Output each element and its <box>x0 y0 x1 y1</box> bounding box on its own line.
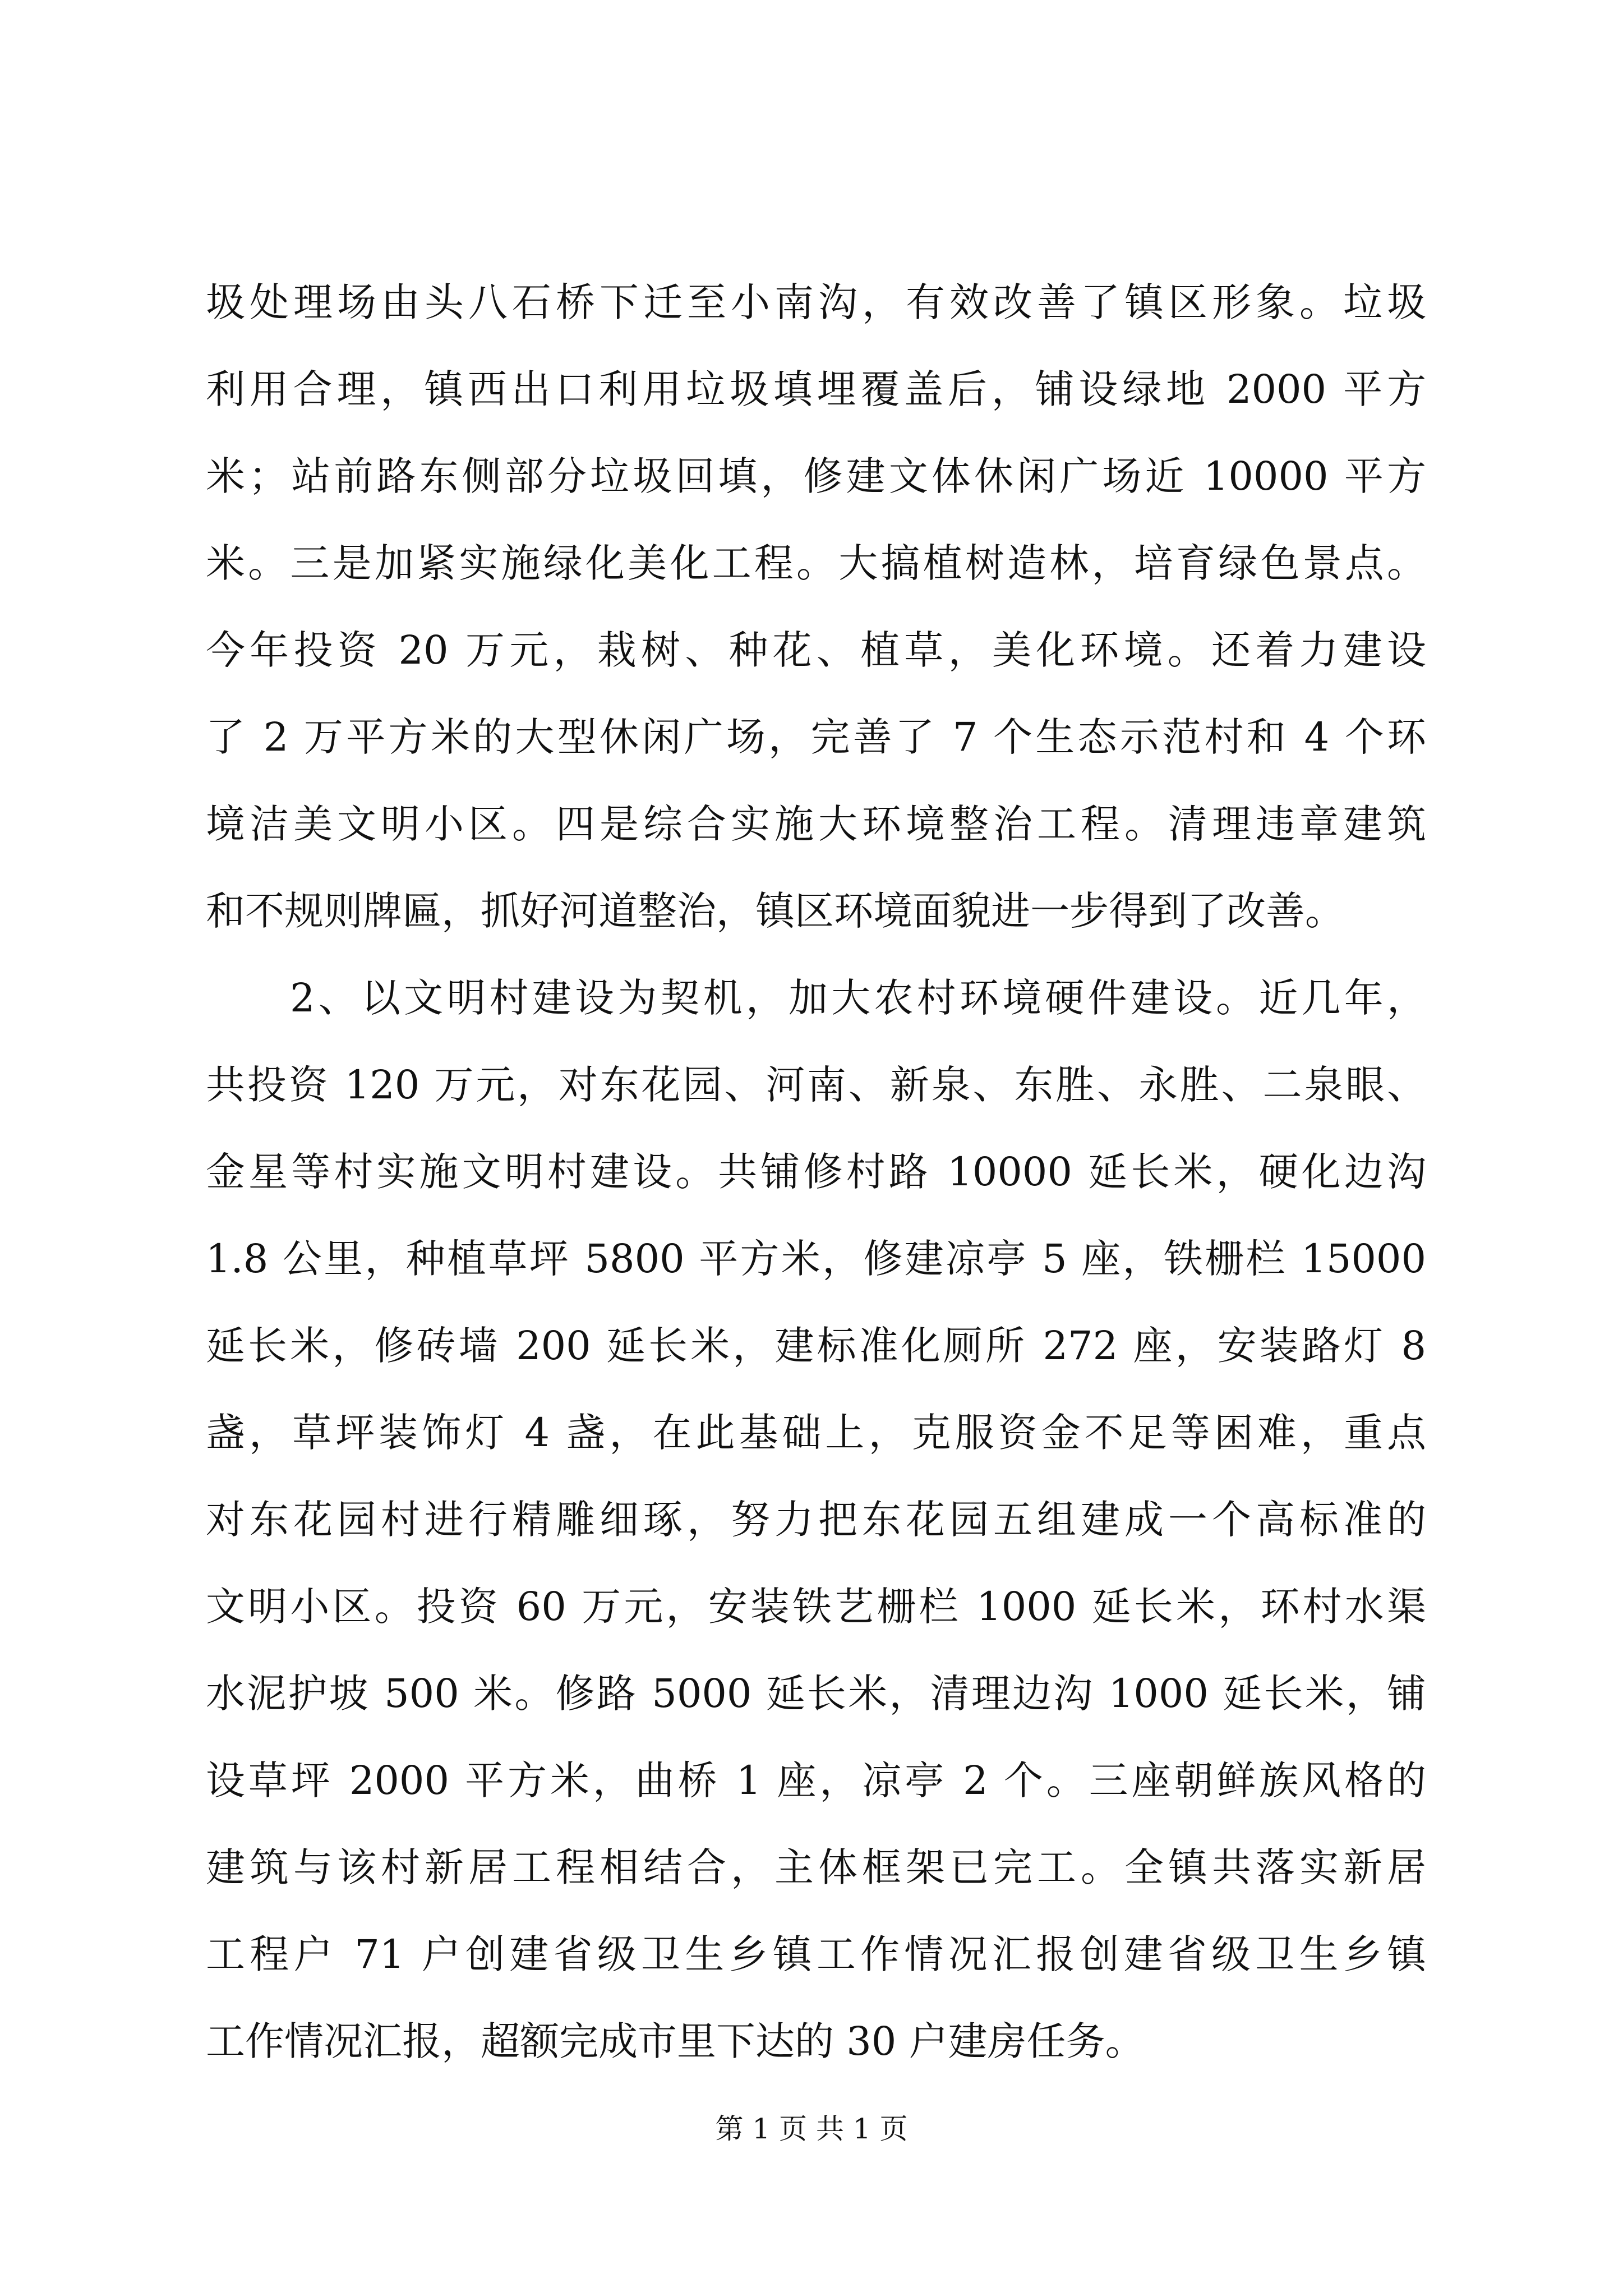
paragraph-1 <box>206 259 1426 955</box>
text-line: 对东花园村进行精雕细琢，努力把东花园五组建成一个高标准的 <box>206 1497 1426 1543</box>
text-line: 工程户 71 户创建省级卫生乡镇工作情况汇报创建省级卫生乡镇 <box>206 1931 1426 1977</box>
body-text <box>206 259 1426 2085</box>
text-line: 今年投资 20 万元，栽树、种花、植草，美化环境。还着力建设 <box>206 627 1426 673</box>
text-line: 文明小区。投资 60 万元，安装铁艺栅栏 1000 延长米，环村水渠 <box>206 1584 1426 1630</box>
text-line: 水泥护坡 500 米。修路 5000 延长米，清理边沟 1000 延长米，铺 <box>206 1671 1426 1717</box>
text-line: 1.8 公里，种植草坪 5800 平方米，修建凉亭 5 座，铁栅栏 15000 <box>206 1236 1426 1282</box>
page-footer: 第 1 页 共 1 页 <box>715 2113 908 2145</box>
text-line: 工作情况汇报，超额完成市里下达的 30 户建房任务。 <box>206 2018 1145 2064</box>
text-line: 延长米，修砖墙 200 延长米，建标准化厕所 272 座，安装路灯 8 <box>206 1323 1426 1369</box>
text-line: 圾处理场由头八石桥下迁至小南沟，有效改善了镇区形象。垃圾 <box>206 279 1426 325</box>
text-line: 2、以文明村建设为契机，加大农村环境硬件建设。近几年， <box>290 975 1426 1021</box>
text-line: 建筑与该村新居工程相结合，主体框架已完工。全镇共落实新居 <box>206 1844 1426 1890</box>
text-line: 盏，草坪装饰灯 4 盏，在此基础上，克服资金不足等困难，重点 <box>206 1410 1426 1456</box>
text-line: 了 2 万平方米的大型休闲广场，完善了 7 个生态示范村和 4 个环 <box>206 714 1426 760</box>
text-line: 共投资 120 万元，对东花园、河南、新泉、东胜、永胜、二泉眼、 <box>206 1062 1426 1108</box>
text-line: 米。三是加紧实施绿化美化工程。大搞植树造林，培育绿色景点。 <box>206 540 1426 586</box>
paragraph-2 <box>206 955 1426 2085</box>
text-line: 设草坪 2000 平方米，曲桥 1 座，凉亭 2 个。三座朝鲜族风格的 <box>206 1757 1426 1803</box>
text-line: 米；站前路东侧部分垃圾回填，修建文体休闲广场近 10000 平方 <box>206 453 1426 499</box>
text-line: 境洁美文明小区。四是综合实施大环境整治工程。清理违章建筑 <box>206 801 1426 847</box>
text-line: 和不规则牌匾，抓好河道整治，镇区环境面貌进一步得到了改善。 <box>206 888 1344 934</box>
text-line: 利用合理，镇西出口利用垃圾填埋覆盖后，铺设绿地 2000 平方 <box>206 366 1426 412</box>
text-line: 金星等村实施文明村建设。共铺修村路 10000 延长米，硬化边沟 <box>206 1149 1426 1195</box>
